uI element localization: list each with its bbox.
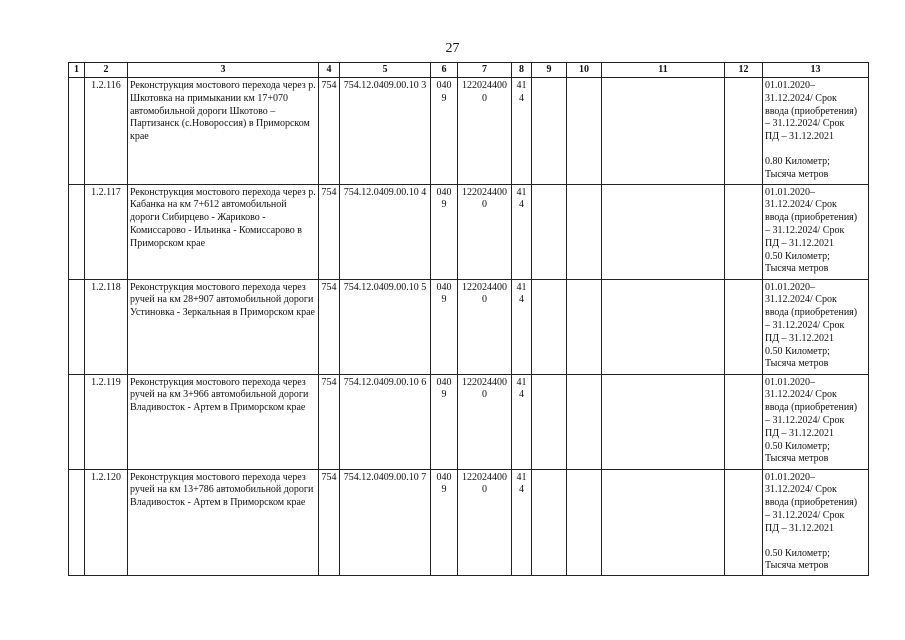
- row-number: 1.2.118: [85, 279, 128, 374]
- row-note-term: 01.01.2020– 31.12.2024/ Срок ввода (приобретения) – 31.12.2024/ Срок ПД – 31.12.2021: [765, 471, 858, 534]
- row-col8: 41 4: [512, 184, 532, 279]
- row-col10: [567, 374, 602, 469]
- row-col11: [602, 279, 725, 374]
- row-col9: [532, 374, 567, 469]
- row-col1: [69, 279, 85, 374]
- row-col9: [532, 469, 567, 576]
- row-col7: 122024400 0: [458, 78, 512, 185]
- row-note: [763, 279, 869, 374]
- col-header-3: 3: [128, 63, 319, 78]
- row-col4: 754: [319, 78, 340, 185]
- row-col1: [69, 184, 85, 279]
- row-col4: 754: [319, 184, 340, 279]
- row-col1: [69, 78, 85, 185]
- table-row: [69, 374, 869, 469]
- row-col10: [567, 184, 602, 279]
- row-col12: [725, 184, 763, 279]
- col-header-11: 11: [602, 63, 725, 78]
- row-col5: 754.12.0409.00.10 4: [340, 184, 431, 279]
- row-description: Реконструкция мостового перехода через ручей на км 3+966 автомобильной дороги Владивосток - Артем в Приморском крае: [128, 374, 319, 469]
- row-note-term: 01.01.2020– 31.12.2024/ Срок ввода (приобретения) – 31.12.2024/ Срок ПД – 31.12.2021 0.50 Километр; Тысяча метров: [765, 376, 858, 465]
- row-number: 1.2.117: [85, 184, 128, 279]
- col-header-10: 10: [567, 63, 602, 78]
- row-col10: [567, 78, 602, 185]
- row-col7: 122024400 0: [458, 184, 512, 279]
- col-header-4: 4: [319, 63, 340, 78]
- row-col8: 41 4: [512, 78, 532, 185]
- budget-table: [68, 62, 869, 576]
- row-col4: 754: [319, 469, 340, 576]
- row-col4: 754: [319, 279, 340, 374]
- row-description: Реконструкция мостового перехода через р. Кабанка на км 7+612 автомобильной дороги Сибирцево - Жариково - Комиссарово - Ильинка - Комиссарово в Приморском крае: [128, 184, 319, 279]
- row-col12: [725, 374, 763, 469]
- table-row: [69, 184, 869, 279]
- row-col8: 41 4: [512, 469, 532, 576]
- row-col6: 040 9: [431, 78, 458, 185]
- row-col11: [602, 374, 725, 469]
- row-col6: 040 9: [431, 469, 458, 576]
- row-col12: [725, 279, 763, 374]
- col-header-9: 9: [532, 63, 567, 78]
- page-number: 27: [445, 41, 460, 56]
- row-note: [763, 469, 869, 576]
- row-col12: [725, 78, 763, 185]
- row-description: Реконструкция мостового перехода через ручей на км 28+907 автомобильной дороги Устиновка - Зеркальная в Приморском крае: [128, 279, 319, 374]
- row-col8: 41 4: [512, 374, 532, 469]
- row-col4: 754: [319, 374, 340, 469]
- table-row: [69, 78, 869, 185]
- row-col9: [532, 78, 567, 185]
- row-col6: 040 9: [431, 184, 458, 279]
- row-description: Реконструкция мостового перехода через р. Шкотовка на примыкании км 17+070 автомобильной дороги Шкотово – Партизанск (с.Новороссия) в Приморском крае: [128, 78, 319, 185]
- col-header-6: 6: [431, 63, 458, 78]
- col-header-7: 7: [458, 63, 512, 78]
- row-number: 1.2.120: [85, 469, 128, 576]
- row-note-capacity: 0.50 Километр; Тысяча метров: [765, 547, 830, 572]
- row-col11: [602, 469, 725, 576]
- row-note-term: 01.01.2020– 31.12.2024/ Срок ввода (приобретения) – 31.12.2024/ Срок ПД – 31.12.2021 0.50 Километр; Тысяча метров: [765, 186, 858, 275]
- row-col7: 122024400 0: [458, 279, 512, 374]
- row-col5: 754.12.0409.00.10 5: [340, 279, 431, 374]
- row-col6: 040 9: [431, 279, 458, 374]
- row-col7: 122024400 0: [458, 469, 512, 576]
- row-col11: [602, 78, 725, 185]
- row-col1: [69, 374, 85, 469]
- col-header-12: 12: [725, 63, 763, 78]
- col-header-13: 13: [763, 63, 869, 78]
- col-header-8: 8: [512, 63, 532, 78]
- row-col10: [567, 279, 602, 374]
- row-col5: 754.12.0409.00.10 3: [340, 78, 431, 185]
- row-col12: [725, 469, 763, 576]
- row-col9: [532, 184, 567, 279]
- header-row: [69, 63, 869, 78]
- row-col11: [602, 184, 725, 279]
- col-header-5: 5: [340, 63, 431, 78]
- table-row: [69, 469, 869, 576]
- row-number: 1.2.116: [85, 78, 128, 185]
- row-note-term: 01.01.2020– 31.12.2024/ Срок ввода (приобретения) – 31.12.2024/ Срок ПД – 31.12.2021 0.50 Километр; Тысяча метров: [765, 281, 858, 370]
- row-note: [763, 184, 869, 279]
- table-row: [69, 279, 869, 374]
- row-col8: 41 4: [512, 279, 532, 374]
- row-description: Реконструкция мостового перехода через ручей на км 13+786 автомобильной дороги Владивосток - Артем в Приморском крае: [128, 469, 319, 576]
- row-col1: [69, 469, 85, 576]
- row-number: 1.2.119: [85, 374, 128, 469]
- row-col6: 040 9: [431, 374, 458, 469]
- row-col10: [567, 469, 602, 576]
- row-col7: 122024400 0: [458, 374, 512, 469]
- row-note-capacity: 0.80 Километр; Тысяча метров: [765, 155, 830, 180]
- row-note: [763, 374, 869, 469]
- row-col5: 754.12.0409.00.10 7: [340, 469, 431, 576]
- col-header-2: 2: [85, 63, 128, 78]
- row-col5: 754.12.0409.00.10 6: [340, 374, 431, 469]
- col-header-1: 1: [69, 63, 85, 78]
- row-col9: [532, 279, 567, 374]
- row-note: [763, 78, 869, 185]
- row-note-term: 01.01.2020– 31.12.2024/ Срок ввода (приобретения) – 31.12.2024/ Срок ПД – 31.12.2021: [765, 80, 858, 143]
